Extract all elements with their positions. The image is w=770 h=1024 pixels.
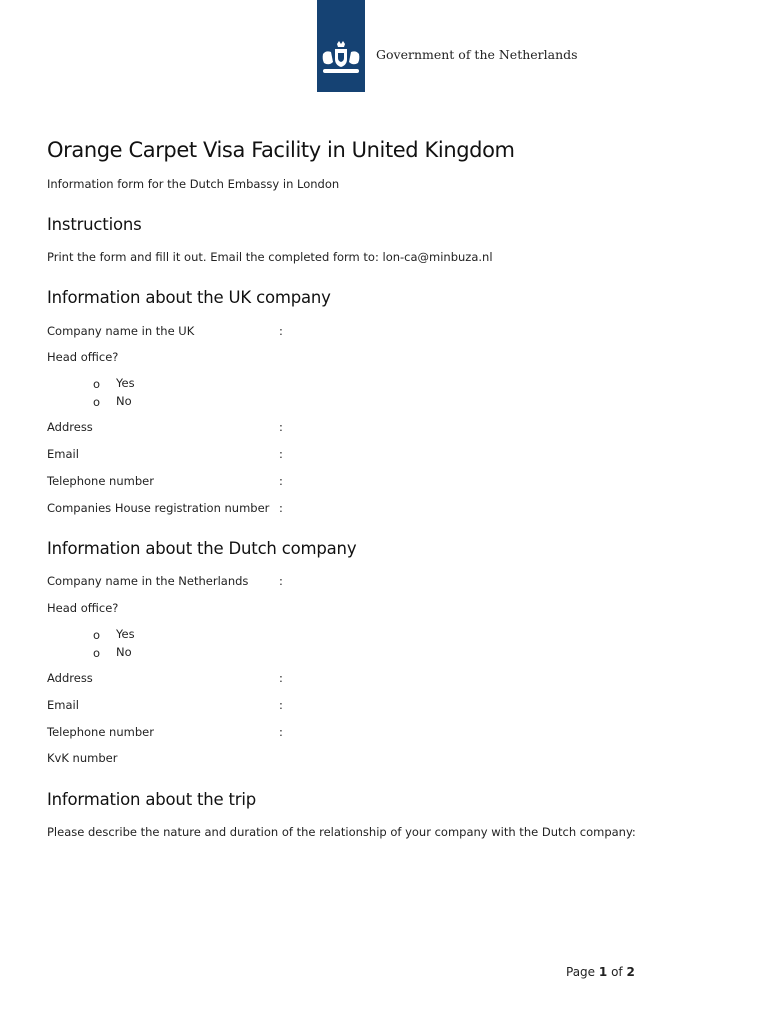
trip-question: Please describe the nature and duration of the relationship of your company with the Dutch company: (47, 825, 636, 839)
dutch-company-name-colon: : (279, 574, 283, 588)
uk-company-name-colon: : (279, 324, 283, 338)
page-number (566, 965, 635, 979)
logo-text: Government of the Netherlands (376, 47, 578, 62)
uk-head-office-no: No (116, 394, 132, 408)
dutch-head-office-yes-bullet: o (93, 628, 101, 642)
instructions-heading: Instructions (47, 215, 142, 234)
uk-registration-label: Companies House registration number (47, 501, 270, 515)
uk-head-office-label: Head office? (47, 350, 119, 364)
uk-company-heading: Information about the UK company (47, 288, 331, 307)
uk-telephone-colon: : (279, 474, 283, 488)
uk-registration-colon: : (279, 501, 283, 515)
government-logo (317, 0, 365, 92)
dutch-company-name-label: Company name in the Netherlands (47, 574, 249, 588)
page-subtitle: Information form for the Dutch Embassy in London (47, 177, 340, 191)
trip-heading: Information about the trip (47, 790, 257, 809)
page-word: Page (566, 965, 596, 979)
instructions-text: Print the form and fill it out. Email the completed form to: lon-ca@minbuza.nl (47, 250, 493, 264)
uk-head-office-yes-bullet: o (93, 377, 101, 391)
dutch-head-office-no: No (116, 645, 132, 659)
dutch-kvk-label: KvK number (47, 751, 118, 765)
dutch-email-colon: : (279, 698, 283, 712)
uk-telephone-label: Telephone number (47, 474, 154, 488)
uk-company-name-label: Company name in the UK (47, 324, 195, 338)
coat-of-arms-icon (319, 40, 363, 80)
uk-address-colon: : (279, 420, 283, 434)
dutch-telephone-colon: : (279, 725, 283, 739)
dutch-email-label: Email (47, 698, 79, 712)
current-page: 1 (598, 965, 608, 979)
uk-email-colon: : (279, 447, 283, 461)
uk-address-label: Address (47, 420, 93, 434)
dutch-address-label: Address (47, 671, 93, 685)
uk-head-office-yes: Yes (116, 376, 135, 390)
of-word: of (611, 965, 623, 979)
dutch-address-colon: : (279, 671, 283, 685)
uk-head-office-no-bullet: o (93, 395, 101, 409)
dutch-head-office-yes: Yes (116, 627, 135, 641)
uk-email-label: Email (47, 447, 79, 461)
dutch-company-heading: Information about the Dutch company (47, 539, 357, 558)
page-title: Orange Carpet Visa Facility in United Kingdom (47, 138, 515, 162)
dutch-head-office-label: Head office? (47, 601, 119, 615)
dutch-telephone-label: Telephone number (47, 725, 154, 739)
total-pages: 2 (626, 965, 635, 979)
dutch-head-office-no-bullet: o (93, 646, 101, 660)
